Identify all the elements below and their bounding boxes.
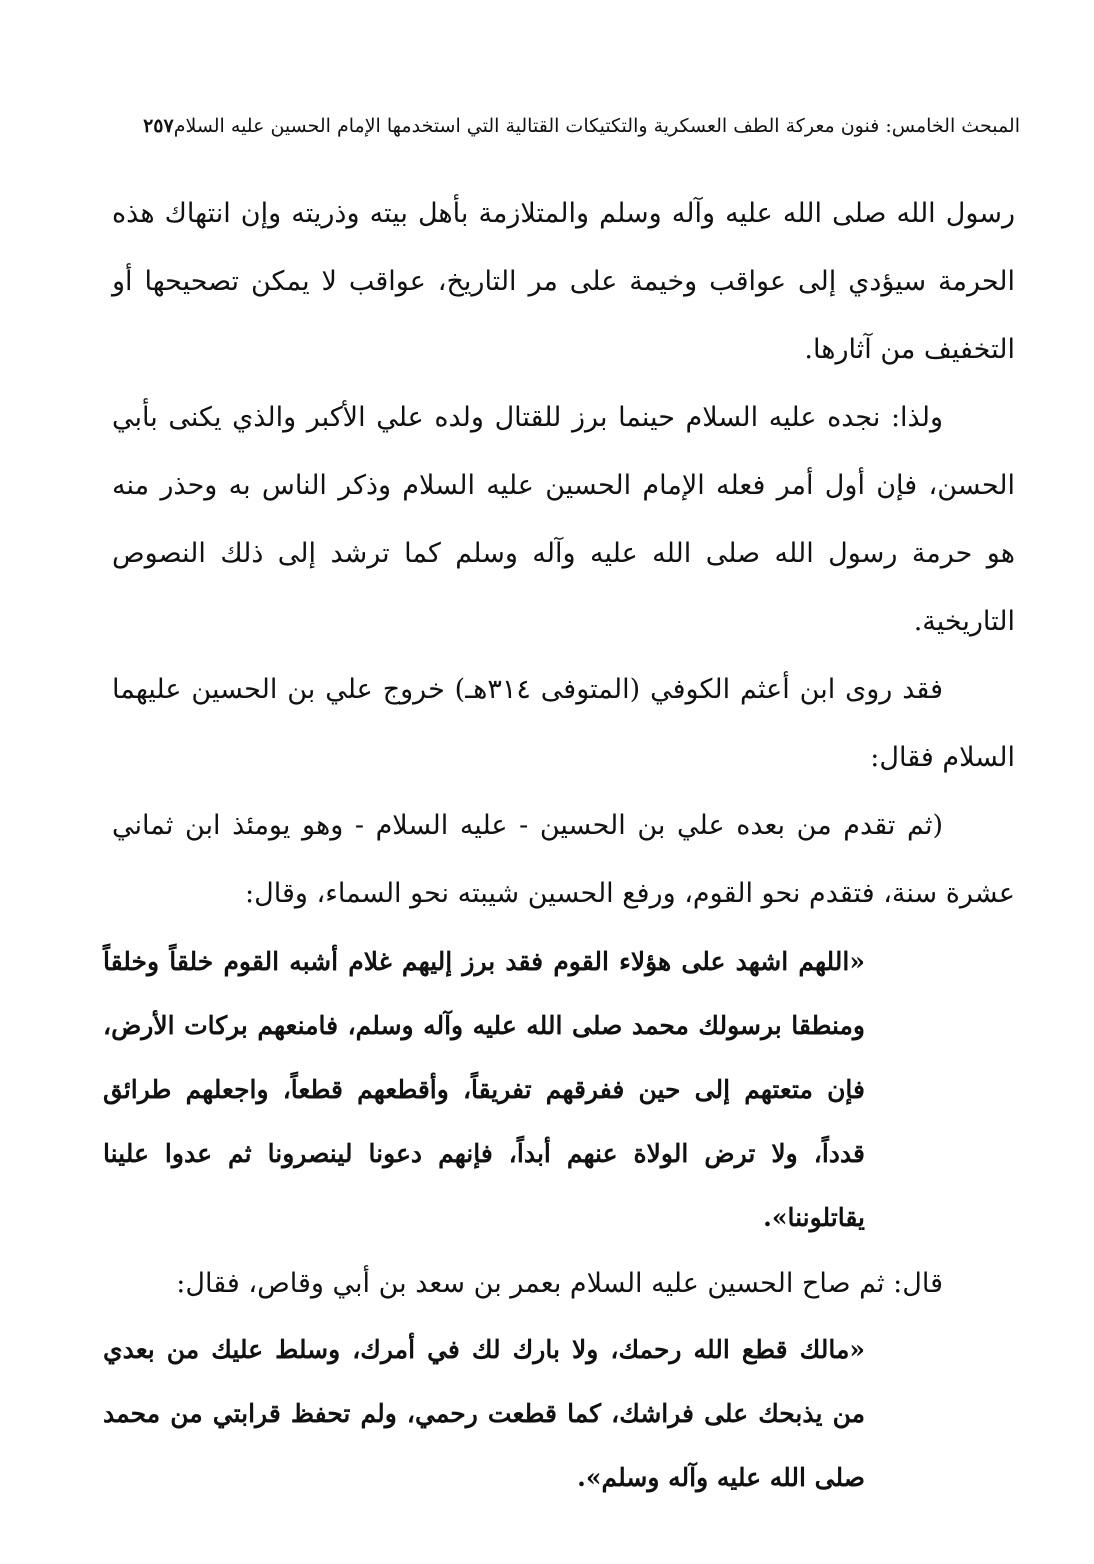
running-header — [100, 112, 1020, 140]
paragraph-5: قال: ثم صاح الحسين عليه السلام بعمر بن سعد بن أبي وقاص، فقال: — [176, 1268, 943, 1299]
running-title: المبحث الخامس: فنون معركة الطف العسكرية والتكتيكات القتالية التي استخدمها الإمام الحسين عليه السلام — [173, 115, 1020, 137]
paragraph-1: رسول الله صلى الله عليه وآله وسلم والمتلازمة بأهل بيته وذريته وإن انتهاك هذه الحرمة سيؤدي إلى عواقب وخيمة على مر التاريخ، عواقب لا يمكن تصحيحها أو التخفيف من آثارها. — [112, 198, 1015, 365]
paragraph-2: ولذا: نجده عليه السلام حينما برز للقتال ولده علي الأكبر والذي يكنى بأبي الحسن، فإن أول أمر فعله الإمام الحسين عليه السلام وذكر الناس به وحذر منه هو حرمة رسول الله صلى الله عليه وآله وسلم كما ترشد إلى ذلك النصوص التاريخية. — [112, 402, 1015, 637]
page-number: ٢٥٧ — [143, 115, 174, 137]
paragraph-4: (ثم تقدم من بعده علي بن الحسين - عليه السلام - وهو يومئذ ابن ثماني عشرة سنة، فتقدم نحو القوم، ورفع الحسين شيبته نحو السماء، وقال: — [112, 810, 1015, 909]
body-text — [103, 180, 1015, 1510]
quotation-2: «مالك قطع الله رحمك، ولا بارك لك في أمرك، وسلط عليك من بعدي من يذبحك على فراشك، كما قطعت رحمي، ولم تحفظ قرابتي من محمد صلى الله عليه وآله وسلم». — [103, 1335, 865, 1492]
paragraph-3: فقد روى ابن أعثم الكوفي (المتوفى ٣١٤هـ) خروج علي بن الحسين عليهما السلام فقال: — [112, 674, 1015, 773]
quotation-1: «اللهم اشهد على هؤلاء القوم فقد برز إليهم غلام أشبه القوم خلقاً وخلقاً ومنطقا برسولك محمد صلى الله عليه وآله وسلم، فامنعهم بركات الأرض، فإن متعتهم إلى حين ففرقهم تفريقاً، وأقطعهم قطعاً، واجعلهم طرائق قدداً، ولا ترض الولاة عنهم أبداً، فإنهم دعونا لينصرونا ثم عدوا علينا يقاتلوننا». — [103, 947, 865, 1232]
